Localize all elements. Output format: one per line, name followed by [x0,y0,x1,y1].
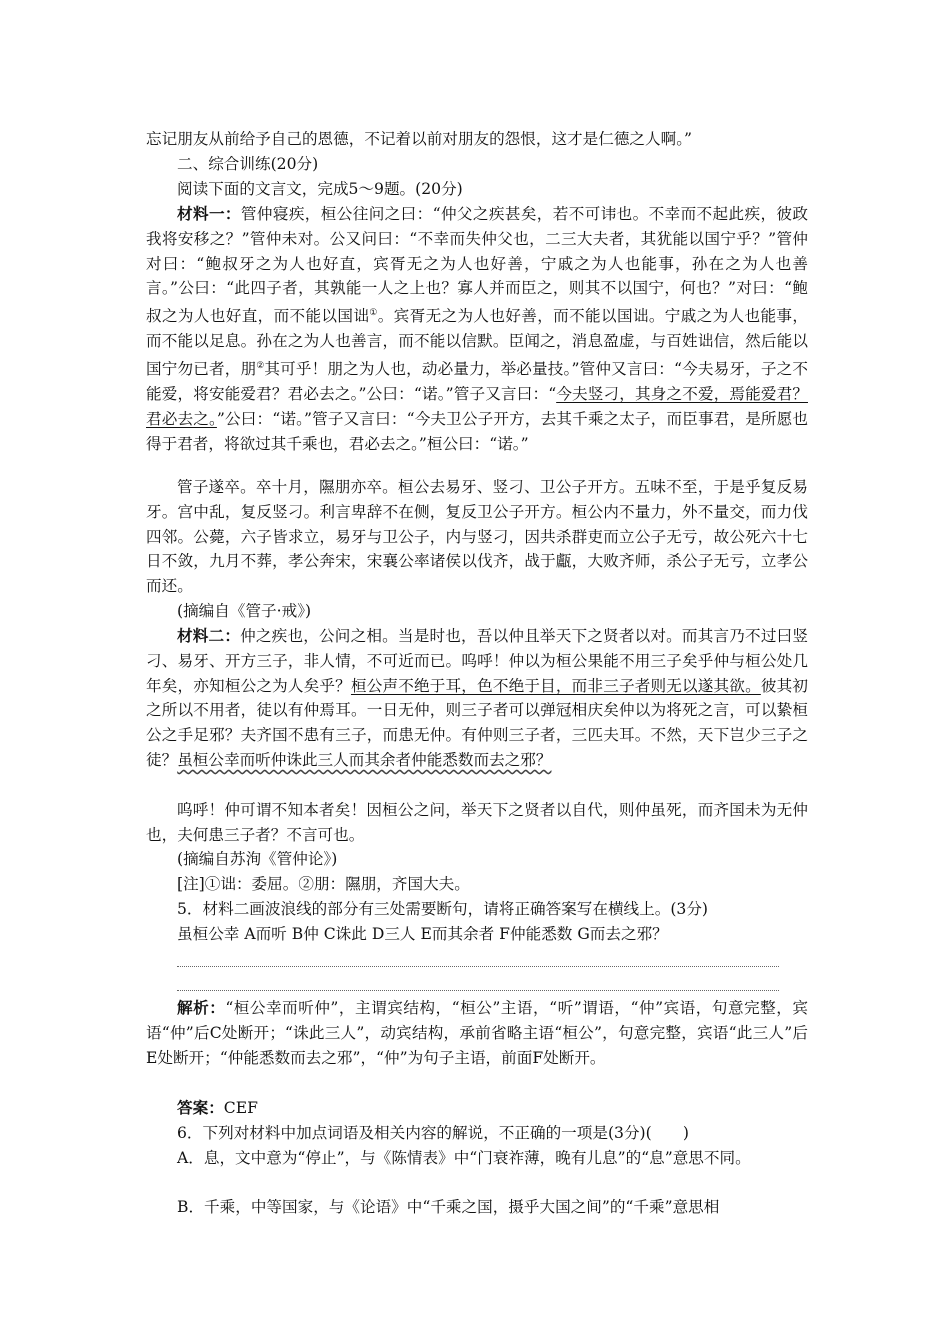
m1-text-d: ”公曰：“诺。”管子又言曰：“今夫卫公子开方，去其千乘之太子，而臣事君，是所愿也得于君者，将欲过其千乘也，君必去之。”桓公曰：“诺。” [146,409,809,453]
note-label: [注] [177,875,205,893]
question-6-option-a: A．息，文中意为“停止”，与《陈情表》中“门衰祚薄，晚有儿息”的“息”意思不同。 [177,1149,751,1167]
answer-line-2[interactable] [177,990,779,991]
question-6-option-b: B．千乘，中等国家，与《论语》中“千乘之国，摄乎大国之间”的“千乘”意思相 [177,1198,720,1216]
m2-wavy-underlined-sentence: 虽桓公幸而听仲诛此三人而其余者仲能悉数而去之邪？ [177,750,552,769]
continuation-line: 忘记朋友从前给予自己的恩德，不记着以前对朋友的怨恨，这才是仁德之人啊。” [146,130,692,148]
answer-line-1[interactable] [177,966,779,967]
question-5-answer [146,1096,808,1121]
question-5-options: 虽桓公幸 A而听 B仲 C诛此 D三人 E而其余者 F仲能悉数 G而去之邪？ [177,925,668,943]
annotation-note [146,872,808,897]
reading-instruction: 阅读下面的文言文，完成5～9题。(20分) [177,180,463,198]
m2-underlined-sentence: 桓公声不绝于耳，色不绝于目，而非三子者则无以遂其欲。 [350,676,761,695]
answer-label: 答案： [177,1098,224,1117]
question-5-stem: 5．材料二画波浪线的部分有三处需要断句，请将正确答案写在横线上。(3分) [177,900,709,918]
note-text: ①诎：委屈。②朋：隰朋，齐国大夫。 [204,875,470,893]
answer-text: CEF [223,1099,258,1117]
question-6-stem: 6．下列对材料中加点词语及相关内容的解说，不正确的一项是(3分)( ) [177,1124,689,1142]
material-one-paragraph-2: 管子遂卒。卒十月，隰朋亦卒。桓公去易牙、竖刁、卫公子开方。五味不至，于是乎复反易牙。宫中乱，复反竖刁。利言卑辞不在侧，复反卫公子开方。桓公内不量力，外不量交，而力伐四邻。公薨，六子皆求立，易牙与卫公子，内与竖刁，因共杀群吏而立公子无亏，故公死六十七日不敛，九月不葬，孝公奔宋，宋襄公率诸侯以伐齐，战于甗，大败齐师，杀公子无亏，立孝公而还。 [146,478,808,596]
material-one-label: 材料一： [177,204,241,223]
footnote-mark-1: ① [369,308,378,319]
m1-text-b: 。宾胥无之为人也好善，而不能以国诎。宁戚之为人也能事，而不能以足息。孙在之为人也善言，而不能以信默。臣闻之，消息盈虚，与百姓诎信，然后能以国宁勿已者，朋 [146,307,808,379]
material-two-paragraph-1 [146,624,808,773]
m1-text-c: 其可乎！朋之为人也，动必量力，举必量技。”管仲又言曰：“今夫易牙，子之不能爱，将安能爱君？君必去之。”公曰：“诺。”管子又言曰：“ [146,360,808,403]
m2-text-b: 彼其初之所以不用者，徒以有仲焉耳。一日无仲，则三子者可以弹冠相庆矣仲以为将死之言，可以絷桓公之手足邪？夫齐国不患有三子，而患无仲。有仲则三子者，三匹夫耳。不然，天下岂少三子之徒？ [146,676,808,769]
material-two-source: (摘编自苏洵《管仲论》) [177,850,338,868]
material-one-source: (摘编自《管子·戒》) [177,602,312,620]
material-one-paragraph-1 [146,202,808,456]
m2-text-a: 仲之疾也，公问之相。当是时也，吾以仲且举天下之贤者以对。而其言乃不过曰竖刁、易牙、开方三子，非人情，不可近而已。呜呼！仲以为桓公果能不用三子矣乎仲与桓公处几年矣，亦知桓公之为人矣乎？ [146,627,808,695]
footnote-mark-2: ② [256,360,265,371]
m1-text-a: 管仲寝疾，桓公往问之曰：“仲父之疾甚矣，若不可讳也。不幸而不起此疾，彼政我将安移之？”管仲未对。公又问曰：“不幸而失仲父也，二三大夫者，其犹能以国宁乎？”管仲对曰：“鲍叔牙之为人也好直，宾胥无之为人也好善，宁戚之为人也能事，孙在之为人也善言。”公曰：“此四子者，其孰能一人之上也？寡人并而臣之，则其不以国宁，何也？”对曰：“鲍叔之为人也好直，而不能以国诎 [146,205,808,326]
material-two-paragraph-2: 呜呼！仲可谓不知本者矣！因桓公之问，举天下之贤者以自代，则仲虽死，而齐国未为无仲也，夫何患三子者？不言可也。 [146,801,808,844]
analysis-label: 解析： [177,998,226,1017]
section-heading: 二、综合训练(20分) [177,155,319,173]
question-5-analysis [146,996,808,1070]
m1-underlined-sentence: 今夫竖刁，其身之不爱，焉能爱君？君必去之。 [146,384,808,428]
analysis-text: “桓公幸而听仲”，主谓宾结构，“桓公”主语，“听”谓语，“仲”宾语，句意完整，宾语“仲”后C处断开；“诛此三人”，动宾结构，承前省略主语“桓公”，句意完整，宾语“此三人”后E处断开；“仲能悉数而去之邪”，“仲”为句子主语，前面F处断开。 [146,999,808,1067]
material-two-label: 材料二： [177,626,241,645]
